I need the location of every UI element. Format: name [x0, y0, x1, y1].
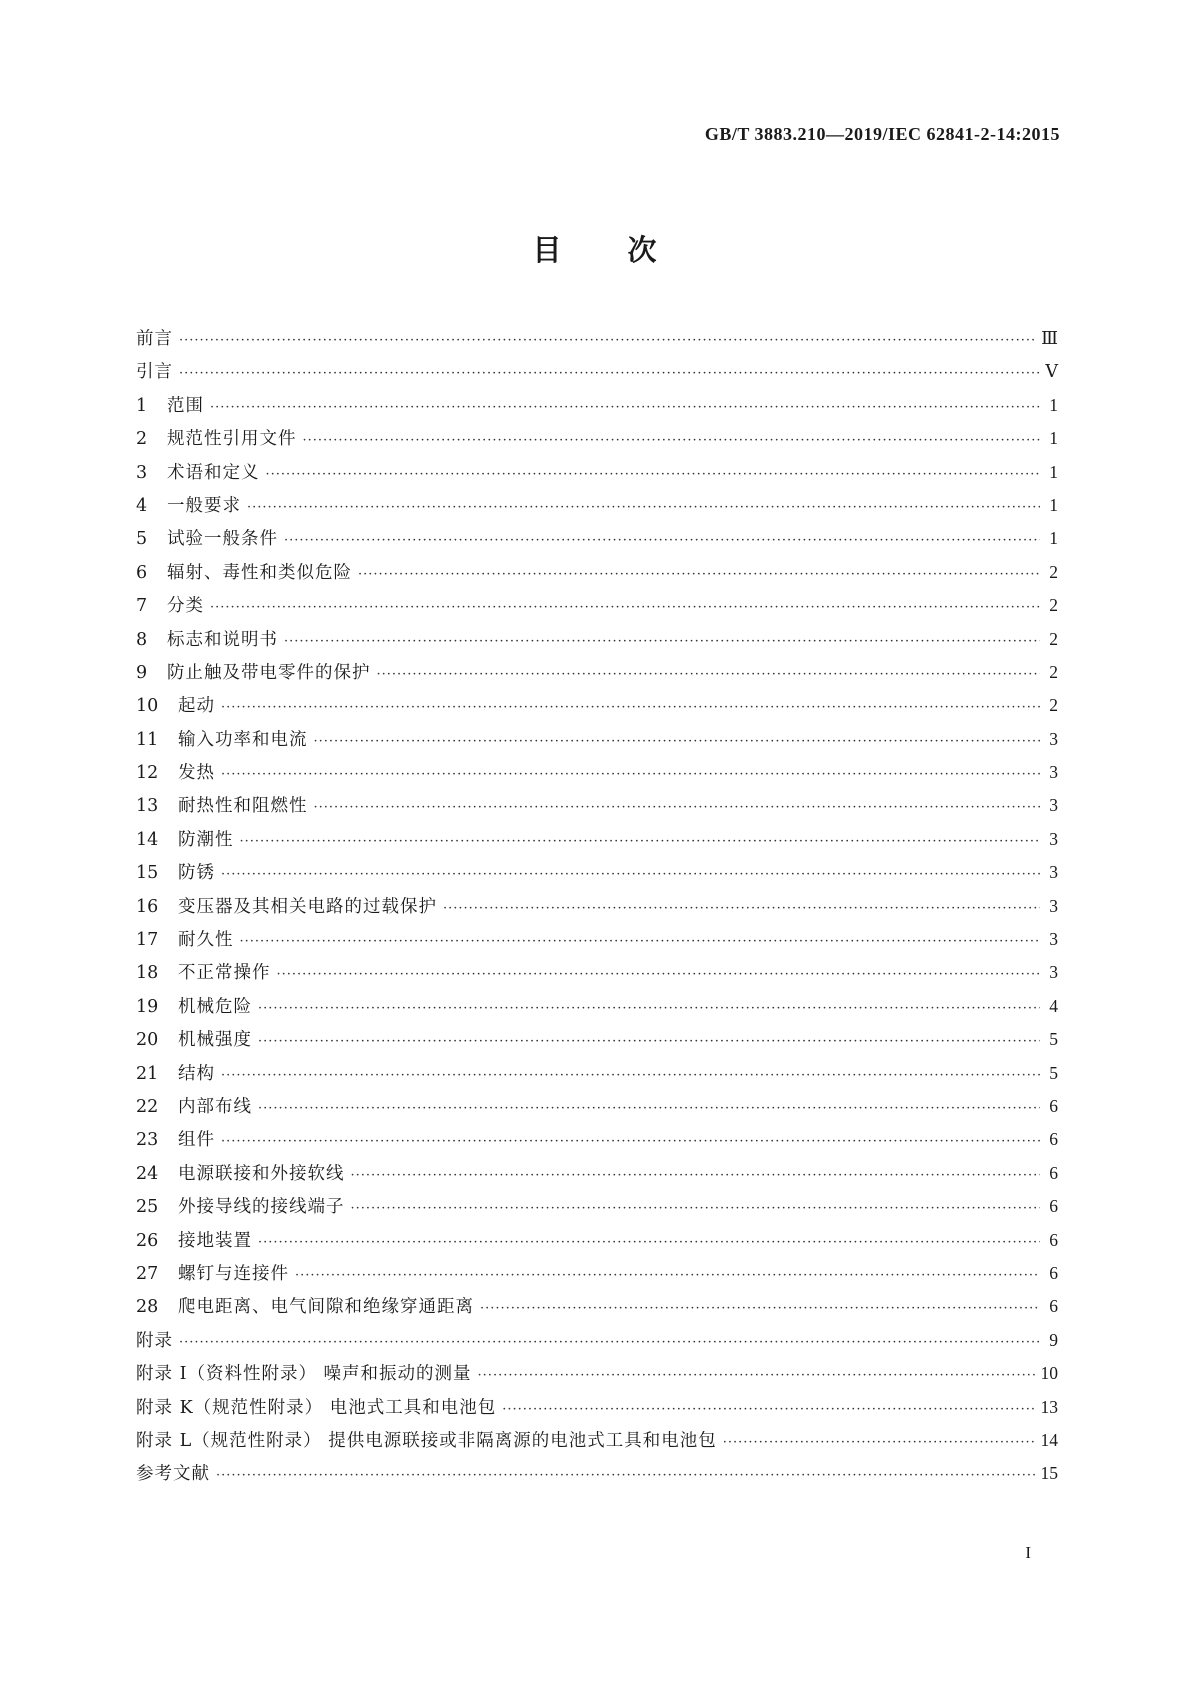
toc-entry-page: 6 — [1049, 1129, 1058, 1150]
toc-entry[interactable] — [136, 593, 1058, 626]
toc-entry-label: 输入功率和电流 — [178, 729, 308, 750]
table-of-contents — [136, 326, 1058, 1495]
toc-entry-page: 6 — [1049, 1162, 1058, 1183]
toc-leader-dots — [258, 1030, 1040, 1054]
toc-entry-label: 起动 — [178, 696, 215, 717]
toc-leader-dots — [221, 1064, 1040, 1088]
toc-entry-label: 电源联接和外接软线 — [178, 1163, 345, 1184]
toc-entry-number: 15 — [136, 863, 159, 884]
toc-entry-label: 试验一般条件 — [167, 529, 278, 550]
toc-leader-dots — [314, 730, 1041, 754]
toc-entry-page: 2 — [1049, 595, 1058, 616]
toc-entry-label: 机械危险 — [178, 996, 252, 1017]
toc-entry-label: 术语和定义 — [167, 462, 260, 483]
toc-leader-dots — [258, 997, 1040, 1021]
toc-entry-label: 防潮性 — [178, 829, 234, 850]
toc-entry-number: 13 — [136, 796, 159, 817]
toc-entry-number: 1 — [136, 395, 148, 416]
toc-entry-page: 14 — [1040, 1429, 1058, 1450]
toc-entry-number: 19 — [136, 996, 159, 1017]
toc-leader-dots — [295, 1264, 1040, 1288]
toc-entry-number: 12 — [136, 763, 159, 784]
toc-entry-label: 分类 — [167, 596, 204, 617]
toc-entry-page: 4 — [1049, 995, 1058, 1016]
toc-entry-page: Ⅲ — [1041, 328, 1058, 348]
toc-entry[interactable] — [136, 827, 1058, 860]
toc-entry-page: 3 — [1049, 929, 1058, 950]
toc-entry[interactable] — [136, 894, 1058, 927]
toc-entry-page: 3 — [1049, 828, 1058, 849]
toc-entry-number: 25 — [136, 1197, 159, 1218]
toc-entry-number: 10 — [136, 696, 159, 717]
toc-entry-page: 6 — [1049, 1196, 1058, 1217]
toc-entry-label: 前言 — [136, 329, 173, 349]
toc-leader-dots — [480, 1297, 1040, 1321]
toc-entry-label: 防止触及带电零件的保护 — [167, 662, 371, 683]
toc-leader-dots — [210, 396, 1040, 420]
toc-entry[interactable] — [136, 493, 1058, 526]
toc-entry-number: 20 — [136, 1030, 159, 1051]
toc-entry-number: 24 — [136, 1163, 159, 1184]
toc-entry[interactable] — [136, 1094, 1058, 1127]
toc-leader-dots — [277, 963, 1041, 987]
toc-entry-label: 附录 I（资料性附录） 噪声和振动的测量 — [136, 1364, 472, 1385]
toc-leader-dots — [351, 1164, 1041, 1188]
toc-leader-dots — [216, 1464, 1037, 1488]
toc-entry-number: 21 — [136, 1063, 159, 1084]
toc-entry-page: 3 — [1049, 762, 1058, 783]
toc-entry-page: 2 — [1049, 661, 1058, 682]
toc-entry-number: 23 — [136, 1130, 159, 1151]
toc-entry-number: 18 — [136, 963, 159, 984]
toc-entry[interactable] — [136, 793, 1058, 826]
toc-leader-dots — [443, 897, 1040, 921]
toc-entry-label: 不正常操作 — [178, 963, 271, 984]
toc-entry-label: 附录 K（规范性附录） 电池式工具和电池包 — [136, 1397, 497, 1418]
toc-leader-dots — [258, 1097, 1040, 1121]
toc-entry[interactable] — [136, 1395, 1058, 1428]
toc-entry[interactable] — [136, 627, 1058, 660]
toc-leader-dots — [179, 362, 1040, 386]
toc-entry-page: 6 — [1049, 1095, 1058, 1116]
toc-entry[interactable] — [136, 994, 1058, 1027]
toc-entry[interactable] — [136, 560, 1058, 593]
toc-leader-dots — [221, 763, 1040, 787]
toc-leader-dots — [179, 1331, 1040, 1355]
toc-entry-page: 2 — [1049, 561, 1058, 582]
toc-leader-dots — [221, 863, 1040, 887]
toc-entry-page: 1 — [1049, 461, 1058, 482]
toc-entry-label: 爬电距离、电气间隙和绝缘穿通距离 — [178, 1297, 474, 1318]
toc-entry-page: 6 — [1049, 1296, 1058, 1317]
toc-entry-number: 17 — [136, 930, 159, 951]
toc-leader-dots — [502, 1398, 1036, 1422]
toc-entry[interactable] — [136, 1194, 1058, 1227]
toc-leader-dots — [221, 696, 1040, 720]
toc-entry[interactable] — [136, 693, 1058, 726]
toc-entry[interactable] — [136, 727, 1058, 760]
toc-entry-page: 2 — [1049, 628, 1058, 649]
toc-entry-number: 9 — [136, 662, 148, 683]
toc-entry-number: 22 — [136, 1096, 159, 1117]
toc-entry-page: 5 — [1049, 1029, 1058, 1050]
toc-entry-number: 2 — [136, 429, 148, 450]
toc-entry-page: 13 — [1040, 1396, 1058, 1417]
toc-leader-dots — [266, 463, 1041, 487]
toc-entry-number: 14 — [136, 829, 159, 850]
toc-entry-label: 防锈 — [178, 863, 215, 884]
toc-leader-dots — [723, 1431, 1037, 1455]
toc-entry-label: 标志和说明书 — [167, 629, 278, 650]
page-number: I — [1025, 1543, 1031, 1562]
toc-leader-dots — [240, 830, 1041, 854]
toc-entry-page: 3 — [1049, 895, 1058, 916]
toc-entry-label: 耐热性和阻燃性 — [178, 796, 308, 817]
toc-entry[interactable] — [136, 1328, 1058, 1361]
toc-entry-number: 16 — [136, 896, 159, 917]
toc-entry-label: 接地装置 — [178, 1230, 252, 1251]
toc-entry-label: 机械强度 — [178, 1030, 252, 1051]
toc-entry[interactable] — [136, 1027, 1058, 1060]
toc-leader-dots — [314, 796, 1041, 820]
toc-entry-page: 3 — [1049, 728, 1058, 749]
toc-entry[interactable] — [136, 860, 1058, 893]
toc-entry-page: 1 — [1049, 494, 1058, 515]
toc-entry-number: 27 — [136, 1263, 159, 1284]
toc-entry-label: 参考文献 — [136, 1464, 210, 1485]
toc-entry-page: 3 — [1049, 862, 1058, 883]
toc-entry-page: 1 — [1049, 428, 1058, 449]
toc-entry-page: 3 — [1049, 795, 1058, 816]
toc-entry-page: 10 — [1040, 1363, 1058, 1384]
toc-leader-dots — [377, 663, 1041, 687]
toc-entry[interactable] — [136, 1061, 1058, 1094]
toc-entry-number: 26 — [136, 1230, 159, 1251]
toc-leader-dots — [303, 429, 1041, 453]
toc-entry[interactable] — [136, 426, 1058, 459]
toc-leader-dots — [284, 630, 1040, 654]
toc-entry[interactable] — [136, 660, 1058, 693]
toc-entry-page: 5 — [1049, 1062, 1058, 1083]
toc-entry-page: 3 — [1049, 962, 1058, 983]
toc-leader-dots — [221, 1130, 1040, 1154]
toc-entry-page: 1 — [1049, 528, 1058, 549]
toc-entry[interactable] — [136, 960, 1058, 993]
toc-entry-number: 4 — [136, 495, 148, 516]
toc-leader-dots — [358, 563, 1040, 587]
toc-leader-dots — [240, 930, 1041, 954]
toc-entry-label: 耐久性 — [178, 930, 234, 951]
page-title — [0, 228, 1191, 269]
toc-leader-dots — [247, 496, 1040, 520]
toc-entry-label: 组件 — [178, 1130, 215, 1151]
toc-entry[interactable] — [136, 1261, 1058, 1294]
toc-entry[interactable] — [136, 393, 1058, 426]
toc-entry-page: 1 — [1049, 394, 1058, 415]
toc-entry-label: 变压器及其相关电路的过载保护 — [178, 896, 437, 917]
toc-entry-page: 9 — [1049, 1329, 1058, 1350]
toc-entry-page: 6 — [1049, 1262, 1058, 1283]
toc-entry-label: 内部布线 — [178, 1096, 252, 1117]
toc-leader-dots — [284, 529, 1040, 553]
toc-entry-label: 辐射、毒性和类似危险 — [167, 562, 352, 583]
toc-entry[interactable] — [136, 1461, 1058, 1494]
toc-entry-number: 3 — [136, 462, 148, 483]
toc-entry-label: 引言 — [136, 362, 173, 383]
toc-leader-dots — [179, 329, 1037, 353]
toc-entry[interactable] — [136, 1127, 1058, 1160]
toc-leader-dots — [210, 596, 1040, 620]
toc-entry-label: 附录 L（规范性附录） 提供电源联接或非隔离源的电池式工具和电池包 — [136, 1430, 717, 1451]
toc-entry-label: 附录 — [136, 1330, 173, 1351]
toc-leader-dots — [478, 1364, 1037, 1388]
toc-entry[interactable] — [136, 1228, 1058, 1261]
toc-leader-dots — [258, 1231, 1040, 1255]
toc-entry[interactable] — [136, 359, 1058, 392]
standard-number-header: GB/T 3883.210—2019/IEC 62841-2-14:2015 — [704, 124, 1060, 144]
toc-entry-number: 8 — [136, 629, 148, 650]
toc-entry-label: 外接导线的接线端子 — [178, 1197, 345, 1218]
toc-entry[interactable] — [136, 460, 1058, 493]
toc-entry-page: 2 — [1049, 695, 1058, 716]
toc-entry[interactable] — [136, 326, 1058, 359]
toc-entry[interactable] — [136, 760, 1058, 793]
toc-entry[interactable] — [136, 1161, 1058, 1194]
toc-leader-dots — [351, 1197, 1041, 1221]
toc-entry[interactable] — [136, 1361, 1058, 1394]
toc-entry-label: 螺钉与连接件 — [178, 1263, 289, 1284]
toc-entry[interactable] — [136, 927, 1058, 960]
title-char-2: 次 — [627, 233, 659, 267]
toc-entry-number: 6 — [136, 562, 148, 583]
toc-entry-page: 6 — [1049, 1229, 1058, 1250]
toc-entry-number: 11 — [136, 729, 159, 750]
toc-entry-label: 范围 — [167, 395, 204, 416]
toc-entry[interactable] — [136, 526, 1058, 559]
toc-entry[interactable] — [136, 1428, 1058, 1461]
toc-entry-number: 5 — [136, 529, 148, 550]
toc-entry-page: Ⅴ — [1045, 361, 1058, 382]
toc-entry-number: 7 — [136, 596, 148, 617]
title-char-1: 目 — [532, 233, 564, 267]
toc-entry-label: 规范性引用文件 — [167, 429, 297, 450]
toc-entry-page: 15 — [1040, 1463, 1058, 1484]
toc-entry-label: 结构 — [178, 1063, 215, 1084]
toc-entry-label: 发热 — [178, 763, 215, 784]
toc-entry[interactable] — [136, 1294, 1058, 1327]
toc-entry-label: 一般要求 — [167, 495, 241, 516]
toc-entry-number: 28 — [136, 1297, 159, 1318]
